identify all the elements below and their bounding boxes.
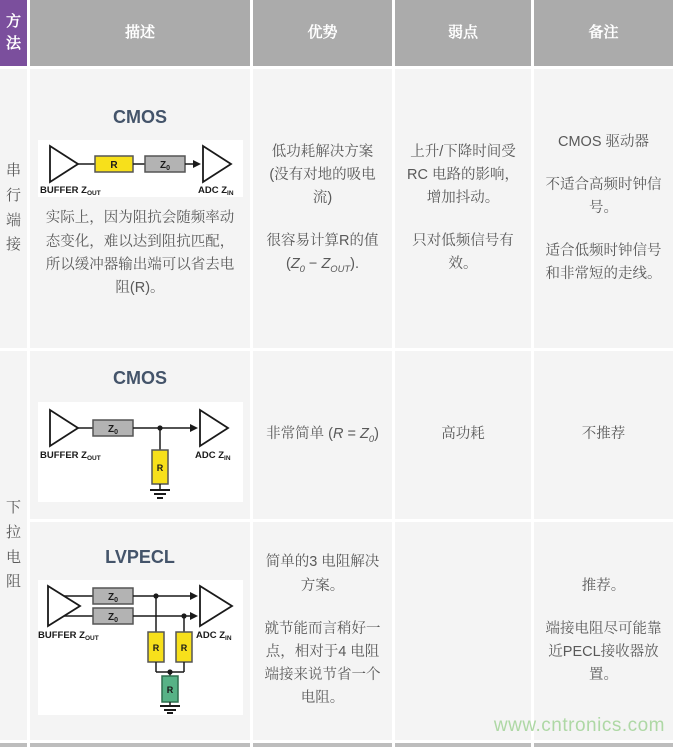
adv-r: R [332,426,344,443]
impedance-sub: 0 [113,428,118,436]
advantage-lvpecl-p1: 简单的3 电阻解决方案。 [265,554,380,594]
buffer-label-sub: OUT [86,190,101,198]
series-resistor-label: R [109,160,118,172]
weakness-cmos-pulldown-text: 高功耗 [441,426,485,443]
advantage-serial-p1: 低功耗解决方案 (没有对地的吸电流) [269,143,376,206]
advantage-cmos-pulldown-text [266,423,379,446]
impedance-sub-bottom: 0 [113,617,118,625]
formula-z1-sub: 0 [299,263,305,275]
schematic-title-cmos-series: CMOS [113,106,167,127]
svg-text:R [166,685,173,695]
ground-resistor-label: R [166,685,173,696]
header-method-label: 方法 [5,12,21,52]
header-notes [534,0,673,66]
adc-label: ADC Z [197,185,227,197]
buffer-label-sub: OUT [84,635,99,643]
description-lvpecl-cell [30,522,250,740]
header-weakness [395,0,531,66]
schematic-title-lvpecl: LVPECL [105,546,175,567]
adc-label: ADC Z [195,630,225,642]
impedance-label: Z [107,423,114,435]
advantage-serial-formula [285,256,360,275]
advantage-lvpecl-cell [253,522,392,740]
method-pulldown-label: 下拉电阻 [5,499,21,591]
pulldown-resistor-label-left: R [152,643,159,654]
notes-lvpecl-p1: 推荐。 [581,577,626,594]
buffer-label: BUFFER Z [39,185,87,197]
buffer-label: BUFFER Z [37,630,85,642]
method-serial-label: 串行端接 [5,162,21,254]
svg-text:R [180,643,187,653]
notes-serial-p2: 不适合高频时钟信号。 [545,176,662,216]
description-serial-text: 实际上，因为阻抗会随频率动态变化，难以达到阻抗匹配，所以缓冲器输出端可以省去电阻(R)。 [45,210,235,296]
weakness-lvpecl-cell [395,522,531,740]
adv-z-sub: 0 [368,433,375,445]
header-notes-label: 备注 [588,23,619,41]
adv-pre: 非常简单 ( [266,426,333,443]
header-description-label: 描述 [124,23,155,41]
description-cmos-pulldown-cell [30,351,250,519]
adv-eq: = [343,426,360,443]
formula-z2-sub: OUT [330,263,351,275]
table-bottom-edge [30,743,250,747]
table-bottom-edge [253,743,392,747]
adv-z: Z [359,426,369,443]
advantage-serial-p2 [267,230,379,276]
notes-lvpecl-p2: 端接电阻尽可能靠近PECL接收器放置。 [545,620,662,684]
weakness-serial-cell [395,69,531,348]
formula-close: ). [350,256,360,273]
pulldown-resistor-label-right: R [180,643,187,654]
formula-z2: Z [321,256,331,273]
notes-lvpecl-cell [534,522,673,740]
notes-cmos-pulldown-text: 不推荐 [581,426,626,443]
header-method [0,0,27,66]
header-advantage-label: 优势 [307,23,338,41]
svg-text:R [110,160,118,171]
advantage-lvpecl-p2: 就节能而言稍好一点，相对于4 电阻端接来说节省一个电阻。 [264,620,381,707]
adc-label-sub: IN [224,635,232,643]
cmos-series-schematic [38,140,243,197]
header-weakness-label: 弱点 [447,23,478,41]
formula-z1: Z [290,256,300,273]
impedance-label: Z [159,160,166,172]
pulldown-resistor-label: R [156,462,163,473]
table-bottom-edge [0,743,27,747]
lvpecl-pulldown-schematic [38,580,243,715]
adv-close: ) [374,426,379,443]
formula-minus: − [304,256,322,273]
advantage-serial-cell [253,69,392,348]
description-serial-cell [30,69,250,348]
notes-cmos-pulldown-cell [534,351,673,519]
adc-label-sub: IN [223,454,231,462]
adc-label-sub: IN [226,190,234,198]
method-serial-termination [0,69,27,348]
header-advantage [253,0,392,66]
buffer-label: BUFFER Z [39,449,87,461]
formula-open: ( [285,256,291,273]
header-description [30,0,250,66]
method-pulldown-resistor [0,351,27,740]
impedance-sub-top: 0 [113,597,118,605]
adc-label: ADC Z [194,449,224,461]
weakness-serial-p1: 上升/下降时间受 RC 电路的影响，增加抖动。 [407,143,519,206]
schematic-title-cmos-pulldown: CMOS [113,368,167,389]
impedance-sub: 0 [165,165,170,173]
cmos-pulldown-schematic [38,402,243,502]
impedance-label-top: Z [107,592,114,604]
buffer-label-sub: OUT [86,454,101,462]
svg-text:R [152,643,159,653]
table-bottom-edge [395,743,531,747]
watermark: www.cntronics.com [493,715,665,736]
svg-text:R [156,463,163,473]
impedance-label-bottom: Z [107,612,114,624]
advantage-serial-p2-text: 很容易计算R的值 [266,233,379,250]
notes-serial-p1: CMOS 驱动器 [557,133,650,150]
notes-serial-p3: 适合低频时钟信号和非常短的走线。 [545,243,662,283]
weakness-serial-p2: 只对低频信号有效。 [412,233,514,273]
notes-serial-cell [534,69,673,348]
table-bottom-edge [534,743,673,747]
advantage-cmos-pulldown-cell [253,351,392,519]
weakness-cmos-pulldown-cell [395,351,531,519]
